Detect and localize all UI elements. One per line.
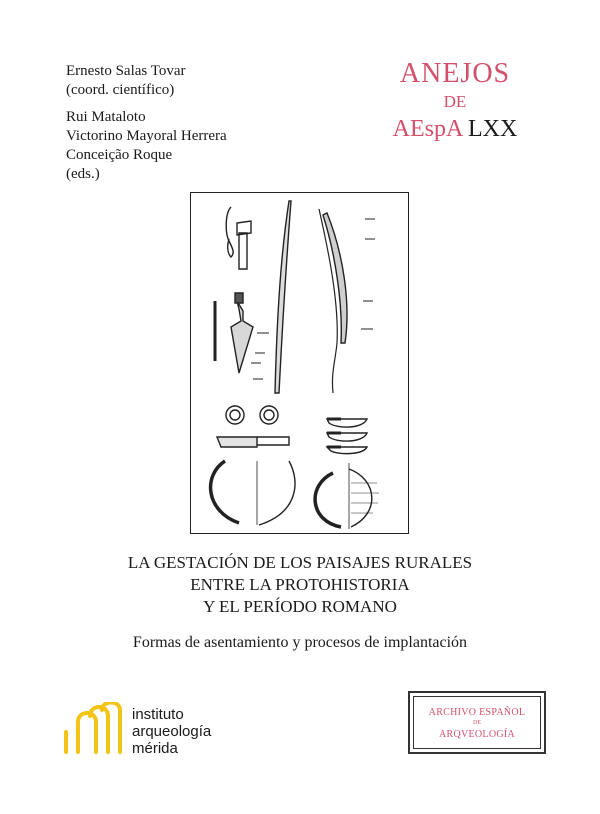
title-line: ENTRE LA PROTOHISTORIA: [190, 575, 410, 594]
archaeology-plate-illustration: [190, 192, 409, 534]
series-line-de: DE: [443, 92, 467, 111]
artifact-drawings: [191, 193, 408, 533]
editor-name: Victorino Mayoral Herrera: [66, 128, 227, 144]
series-line-aespa: [370, 114, 540, 144]
book-title: [0, 552, 600, 618]
book-subtitle: Formas de asentamiento y procesos de implantación: [132, 634, 468, 651]
title-line: Y EL PERÍODO ROMANO: [203, 597, 397, 616]
editor-name: Rui Mataloto: [66, 109, 146, 125]
publisher-line: instituto: [132, 706, 184, 723]
badge-line-archivo: ARCHIVO ESPAÑOL: [428, 707, 526, 718]
spacer: [66, 100, 227, 108]
coordinator-name: Ernesto Salas Tovar: [66, 63, 186, 79]
series-prefix: AEspA: [392, 116, 462, 142]
editors-block: [66, 62, 227, 184]
publisher-line: mérida: [132, 740, 178, 757]
publisher-line: arqueología: [132, 723, 212, 740]
coordinator-role: (coord. científico): [66, 82, 175, 98]
badge-line-de: DE: [473, 720, 481, 726]
title-line: LA GESTACIÓN DE LOS PAISAJES RURALES: [127, 553, 473, 572]
journal-badge: [408, 691, 546, 754]
series-number: LXX: [468, 116, 518, 142]
editors-role: (eds.): [66, 166, 100, 182]
editor-name: Conceição Roque: [66, 147, 173, 163]
series-title: [370, 58, 540, 144]
badge-line-arqveologia: ARQVEOLOGÍA: [438, 729, 516, 740]
series-line-anejos: ANEJOS: [399, 58, 511, 89]
publisher-name: [132, 706, 211, 757]
